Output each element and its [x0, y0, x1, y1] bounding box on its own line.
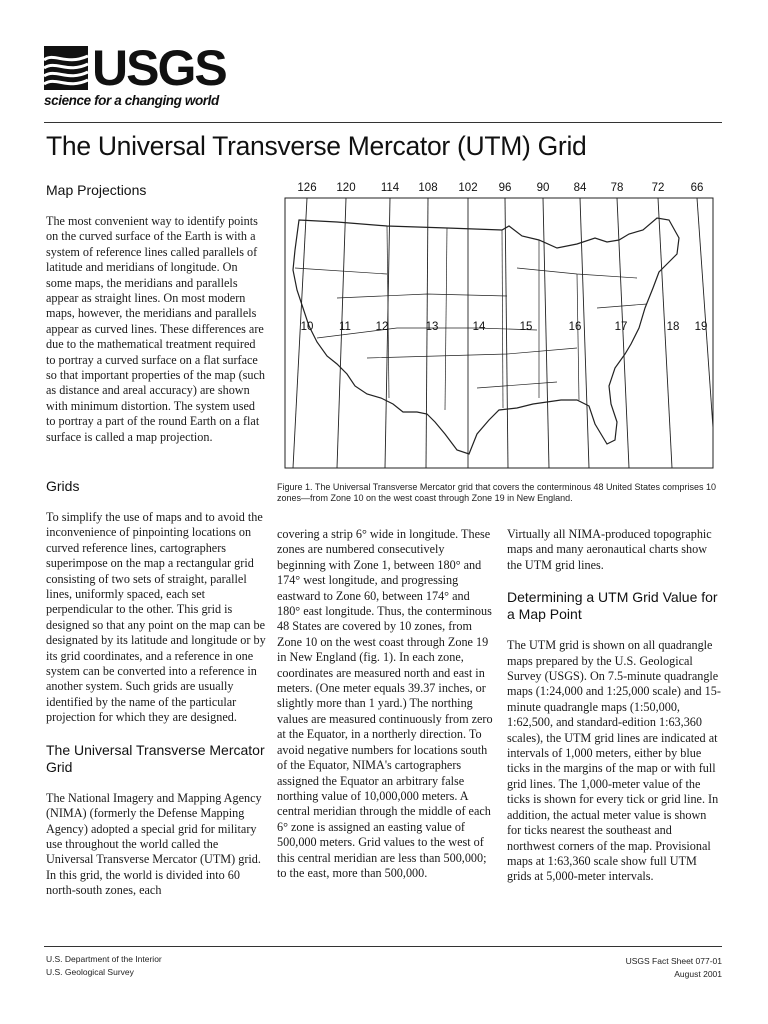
meridian-label: 78	[610, 182, 624, 194]
column-1-lower	[46, 478, 266, 915]
meridian-label: 120	[336, 182, 356, 194]
zone-label: 14	[472, 321, 486, 333]
zone-label: 19	[694, 321, 708, 333]
utm-zone-map	[277, 178, 721, 476]
column-2	[277, 527, 495, 897]
zone-label: 11	[339, 321, 351, 333]
figure-caption: Figure 1. The Universal Transverse Mercator grid that covers the conterminous 48 United States comprises 10 zones—from Zone 10 on the west coast through Zone 19 in New England.	[277, 482, 717, 503]
meridian-label: 108	[418, 182, 438, 194]
map-frame	[285, 198, 713, 468]
meridian-label: 114	[380, 182, 400, 194]
paragraph-utm-grid-continued: covering a strip 6° wide in longitude. These zones are numbered consecutively beginning with Zone 1, between 180° and 174° west longitude, and progressing eastward to Zone 60, between 174° and 180° east longitude. Thus, the conterminous 48 States are covered by 10 zones, from Zone 10 on the west coast through Zone 19 in New England (fig. 1). In each zone, coordinates are measured north and east in meters. (One meter equals 39.37 inches, or slightly more than 1 yard.) The northing values are measured continuously from zero at the Equator, in a northerly direction. To avoid negative numbers for locations south of the Equator, NIMA's cartographers assigned the Equator an arbitrary false northing value of 10,000,000 meters. A central meridian through the middle of each 6° zone is assigned an easting value of 500,000 meters. Grid values to the west of this central meridian are less than 500,000; to the east, more than 500,000.	[277, 527, 493, 880]
footer-fact-sheet: USGS Fact Sheet 077-01	[625, 956, 722, 966]
heading-utm-grid: The Universal Transverse Mercator Grid	[46, 741, 265, 775]
page-title: The Universal Transverse Mercator (UTM) Grid	[46, 131, 587, 161]
zone-label: 10	[300, 321, 314, 333]
footer-agency: U.S. Geological Survey	[46, 967, 134, 977]
usgs-logo	[44, 40, 226, 110]
footer-left	[46, 953, 162, 979]
paragraph-grids: To simplify the use of maps and to avoid the inconvenience of pinpointing locations on curved reference lines, cartographers superimpose on the map a rectangular grid consisting of two sets of straight, parallel lines, uniformly spaced, each set perpendicular to the other. This grid is designed so that any point on the map can be designated by its latitude and longitude or by its grid coordinates, and a reference in one system can be converted into a reference in another system. Such grids are usually identified by the name of the particular projection for which they are designed.	[46, 510, 266, 725]
heading-grids: Grids	[46, 478, 80, 494]
meridian-label: 84	[573, 182, 587, 194]
heading-map-projections: Map Projections	[46, 182, 147, 198]
zone-label: 18	[666, 321, 680, 333]
zone-label: 12	[375, 321, 389, 333]
meridian-label: 102	[458, 182, 478, 194]
zone-label: 16	[568, 321, 582, 333]
footer-rule	[44, 946, 722, 947]
column-3	[507, 527, 721, 901]
zone-label: 17	[614, 321, 628, 333]
footer-right	[626, 955, 722, 981]
meridian-label: 72	[651, 182, 665, 194]
footer-department: U.S. Department of the Interior	[46, 954, 162, 964]
paragraph-determining-utm: The UTM grid is shown on all quadrangle maps prepared by the U.S. Geological Survey (USGS). On 7.5-minute quadrangle maps (1:24,000 and 1:25,000 scale) and 15-minute quadrangle maps (1:50,000, 1:62,500, and standard-edition 1:63,360 scales), the UTM grid lines are indicated at intervals of 1,000 meters, either by blue ticks in the margins of the map or with full grid lines. The 1,000-meter value of the ticks is shown for every tick or grid line. In addition, the actual meter value is shown for ticks nearest the southeast and northwest corners of the map. Provisional maps at 1:63,360 scale show full UTM grids at 5,000-meter intervals.	[507, 638, 721, 884]
meridian-label: 90	[536, 182, 550, 194]
column-1-upper	[46, 182, 266, 461]
meridian-label: 66	[690, 182, 704, 194]
paragraph-map-projections: The most convenient way to identify points on the curved surface of the Earth is with a system of reference lines called parallels of latitude and meridians of longitude. On some maps, the meridians and parallels appear as straight lines. On most modern maps, however, the meridians and parallels appear as curved lines. These differences are due to the mathematical treatment required to portray a curved surface on a flat surface so that important properties of the map (such as distance and areal accuracy) are shown with minimum distortion. The system used to portray a part of the round Earth on a flat surface is called a map projection.	[46, 214, 265, 444]
meridian-labels	[297, 182, 703, 194]
header-rule	[44, 122, 722, 123]
logo-wordmark: USGS	[92, 40, 226, 96]
zone-label: 15	[519, 321, 533, 333]
map-figure	[277, 178, 721, 476]
zone-label: 13	[425, 321, 439, 333]
meridian-label: 96	[498, 182, 512, 194]
footer-date: August 2001	[674, 969, 722, 979]
meridian-label: 126	[297, 182, 317, 194]
usgs-wave-mark-icon	[44, 46, 88, 90]
logo-tagline: science for a changing world	[44, 93, 219, 108]
paragraph-utm-grid: The National Imagery and Mapping Agency (NIMA) (formerly the Defense Mapping Agency) adopted a special grid for military use throughout the world called the Universal Transverse Mercator (UTM) grid. In this grid, the world is divided into 60 north-south zones, each	[46, 790, 262, 898]
paragraph-utm-grid-end: Virtually all NIMA-produced topographic maps and many aeronautical charts show the UTM grid lines.	[507, 527, 712, 572]
heading-determining-utm: Determining a UTM Grid Value for a Map Point	[507, 589, 718, 623]
